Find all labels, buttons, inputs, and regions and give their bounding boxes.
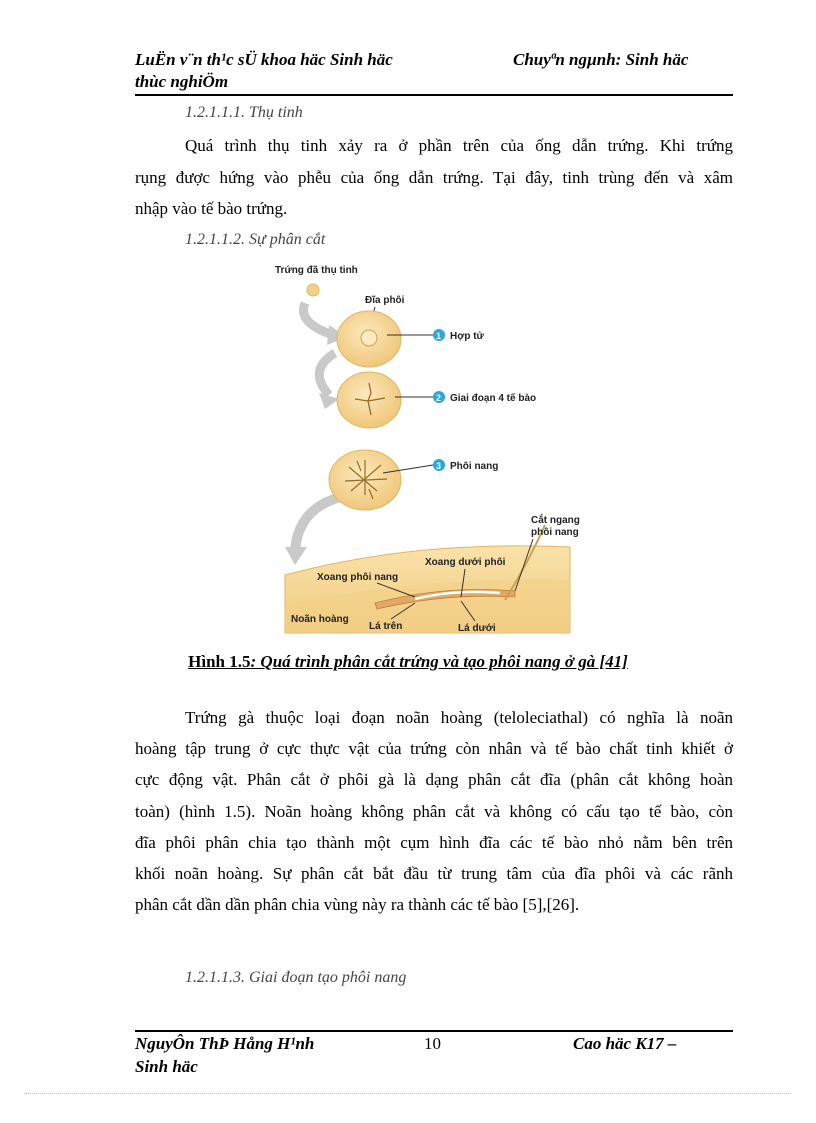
para2-line: Trứng gà thuộc loại đoạn noãn hoàng (teloleciathal) có nghĩa là noãn xyxy=(185,708,733,727)
para1-line: nhập vào tế bào trứng. xyxy=(135,199,288,218)
header-right: Chuyªn ngµnh: Sinh häc xyxy=(513,50,689,69)
para2-line: hoàng tập trung ở cực thực vật của trứng còn nhân và tế bào chất tinh khiết ở xyxy=(135,739,733,759)
arrow-4 xyxy=(295,495,349,553)
zygote-disc xyxy=(361,330,377,346)
para1-line: Quá trình thụ tinh xảy ra ở phần trên của ống dẫn trứng. Khi trứng xyxy=(185,136,733,155)
para1-line: rụng được hứng vào phễu của ống dẫn trứng. Tại đây, tinh trùng đến và xâm xyxy=(135,167,733,187)
section-heading-cleavage: 1.2.1.1.2. Sự phân cắt xyxy=(185,231,326,248)
fertilized-egg-dot xyxy=(307,284,319,296)
cleavage-figure xyxy=(265,255,580,635)
paragraph-discoidal-cleavage xyxy=(135,702,733,920)
footer-author-line2: Sinh häc xyxy=(135,1057,198,1076)
arrow-2-head xyxy=(319,393,339,409)
label-germinal-disc: Đĩa phôi xyxy=(365,295,405,306)
paragraph-fertilization xyxy=(135,130,733,225)
stage1-num: 1 xyxy=(436,331,442,341)
figure-caption-text: : Quá trình phân cắt trứng và tạo phôi nang ở gà [41] xyxy=(250,652,628,671)
section-heading-blastula: 1.2.1.1.3. Giai đoạn tạo phôi nang xyxy=(185,969,407,986)
para2-line: đĩa phôi phân chia tạo thành một cụm hình đĩa các tế bào nhỏ nằm bên trên xyxy=(135,832,733,852)
header-rule xyxy=(135,94,733,96)
stage2-num: 2 xyxy=(436,393,442,403)
stage3-label: Phôi nang xyxy=(450,461,499,472)
label-yolk: Noãn hoàng xyxy=(291,614,349,625)
stage3-num: 3 xyxy=(436,461,442,471)
figure-caption-label: Hình 1.5 xyxy=(188,652,251,671)
page-number: 10 xyxy=(424,1034,441,1053)
label-hypoblast: Lá dưới xyxy=(458,623,496,634)
arrow-2 xyxy=(319,353,335,395)
header-left-line1: LuËn v¨n th¹c sÜ khoa häc Sinh häc xyxy=(135,50,393,69)
para2-line: phân cắt dần dần phân chia vùng này ra thành các tế bào [5],[26]. xyxy=(135,895,580,915)
header-left-line2: thùc nghiÖm xyxy=(135,72,229,91)
page-bottom-dotted-line xyxy=(25,1093,791,1094)
arrow-4-head xyxy=(285,547,307,565)
footer-author-line1: NguyÔn ThÞ Hång H¹nh xyxy=(135,1034,315,1053)
footer-rule xyxy=(135,1030,733,1032)
label-epiblast: Lá trên xyxy=(369,621,403,632)
label-blastocoel: Xoang phôi nang xyxy=(317,572,399,583)
para2-line: khối noãn hoàng. Sự phân cắt bắt đầu từ trung tâm của đĩa phôi và các rãnh xyxy=(135,864,733,884)
section-heading-fertilization: 1.2.1.1.1. Thụ tinh xyxy=(185,104,303,121)
label-fertilized-egg: Trứng đã thụ tinh xyxy=(275,265,358,276)
label-cross-section-2: phôi nang xyxy=(531,527,579,538)
footer-right: Cao häc K17 – xyxy=(573,1034,677,1053)
label-subgerminal-cavity: Xoang dưới phôi xyxy=(425,557,506,568)
figure-caption xyxy=(0,652,816,672)
para2-line: cực động vật. Phân cắt ở phôi gà là dạng phân cắt đĩa (phân cắt không hoàn xyxy=(135,770,733,790)
stage1-label: Hợp tử xyxy=(450,331,484,342)
label-cross-section-1: Cắt ngang xyxy=(531,515,580,526)
stage2-label: Giai đoạn 4 tế bào xyxy=(450,393,537,404)
para2-line: toàn) (hình 1.5). Noãn hoàng không phân cắt và không có cấu tạo tế bào, còn xyxy=(135,801,733,821)
